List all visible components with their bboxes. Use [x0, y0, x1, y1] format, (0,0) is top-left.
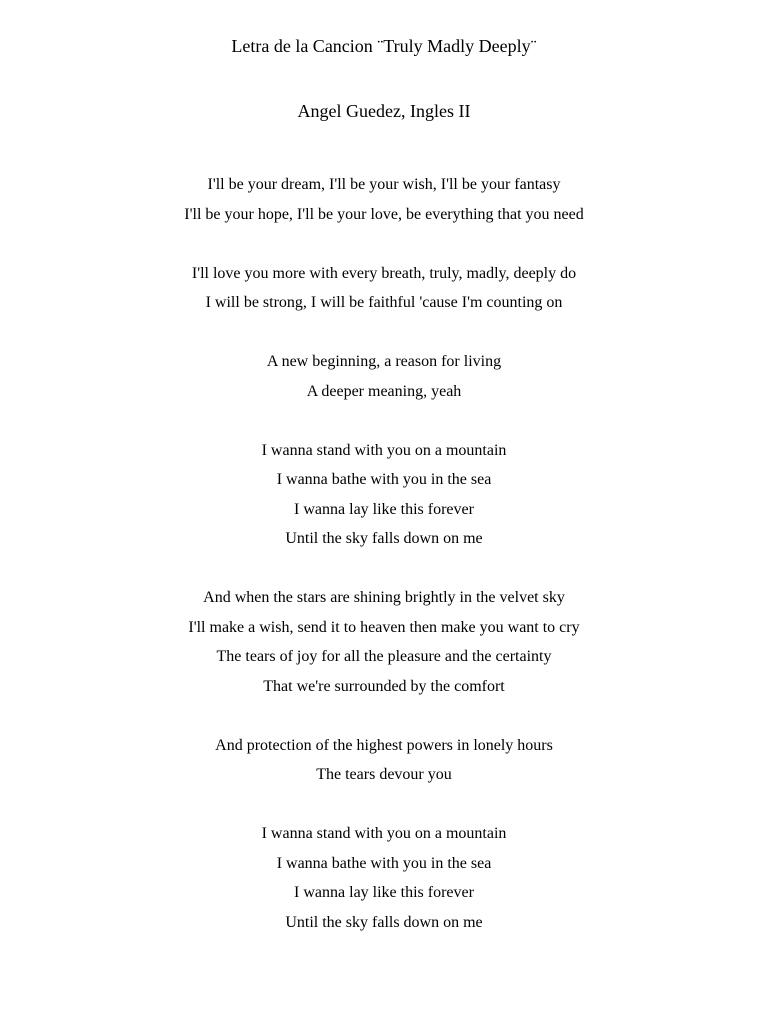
stanza	[0, 819, 768, 937]
lyrics-body	[0, 170, 768, 967]
lyric-line: I'll be your hope, I'll be your love, be everything that you need	[184, 205, 584, 223]
lyric-line: A new beginning, a reason for living	[266, 353, 502, 370]
lyric-line: I wanna lay like this forever	[294, 500, 474, 518]
lyric-line: I wanna stand with you on a mountain	[261, 441, 507, 459]
lyric-line: I'll make a wish, send it to heaven then make you want to cry	[188, 618, 580, 636]
stanza	[0, 347, 768, 406]
stanza	[0, 436, 768, 554]
lyric-line: I wanna lay like this forever	[294, 884, 474, 901]
lyric-line: And when the stars are shining brightly in the velvet sky	[203, 589, 565, 606]
lyric-line: And protection of the highest powers in lonely hours	[215, 736, 553, 754]
stanza	[0, 259, 768, 318]
lyric-line: I wanna bathe with you in the sea	[276, 471, 492, 488]
document-author: Angel Guedez, Ingles II	[297, 101, 471, 121]
stanza	[0, 583, 768, 701]
lyric-line: I wanna bathe with you in the sea	[276, 854, 492, 872]
lyric-line: I'll be your dream, I'll be your wish, I'll be your fantasy	[207, 176, 561, 193]
lyric-line: I'll love you more with every breath, truly, madly, deeply do	[191, 264, 577, 282]
lyric-line: The tears devour you	[316, 766, 452, 783]
lyric-line: A deeper meaning, yeah	[306, 382, 462, 400]
lyric-line: I will be strong, I will be faithful 'cause I'm counting on	[205, 294, 563, 311]
lyric-line: That we're surrounded by the comfort	[263, 677, 505, 695]
lyric-line: The tears of joy for all the pleasure and the certainty	[216, 648, 552, 665]
document-title: Letra de la Cancion ¨Truly Madly Deeply¨	[231, 36, 537, 56]
lyric-line: Until the sky falls down on me	[285, 530, 483, 547]
stanza	[0, 731, 768, 790]
stanza	[0, 170, 768, 229]
lyric-line: Until the sky falls down on me	[285, 913, 483, 931]
lyric-line: I wanna stand with you on a mountain	[261, 825, 507, 842]
